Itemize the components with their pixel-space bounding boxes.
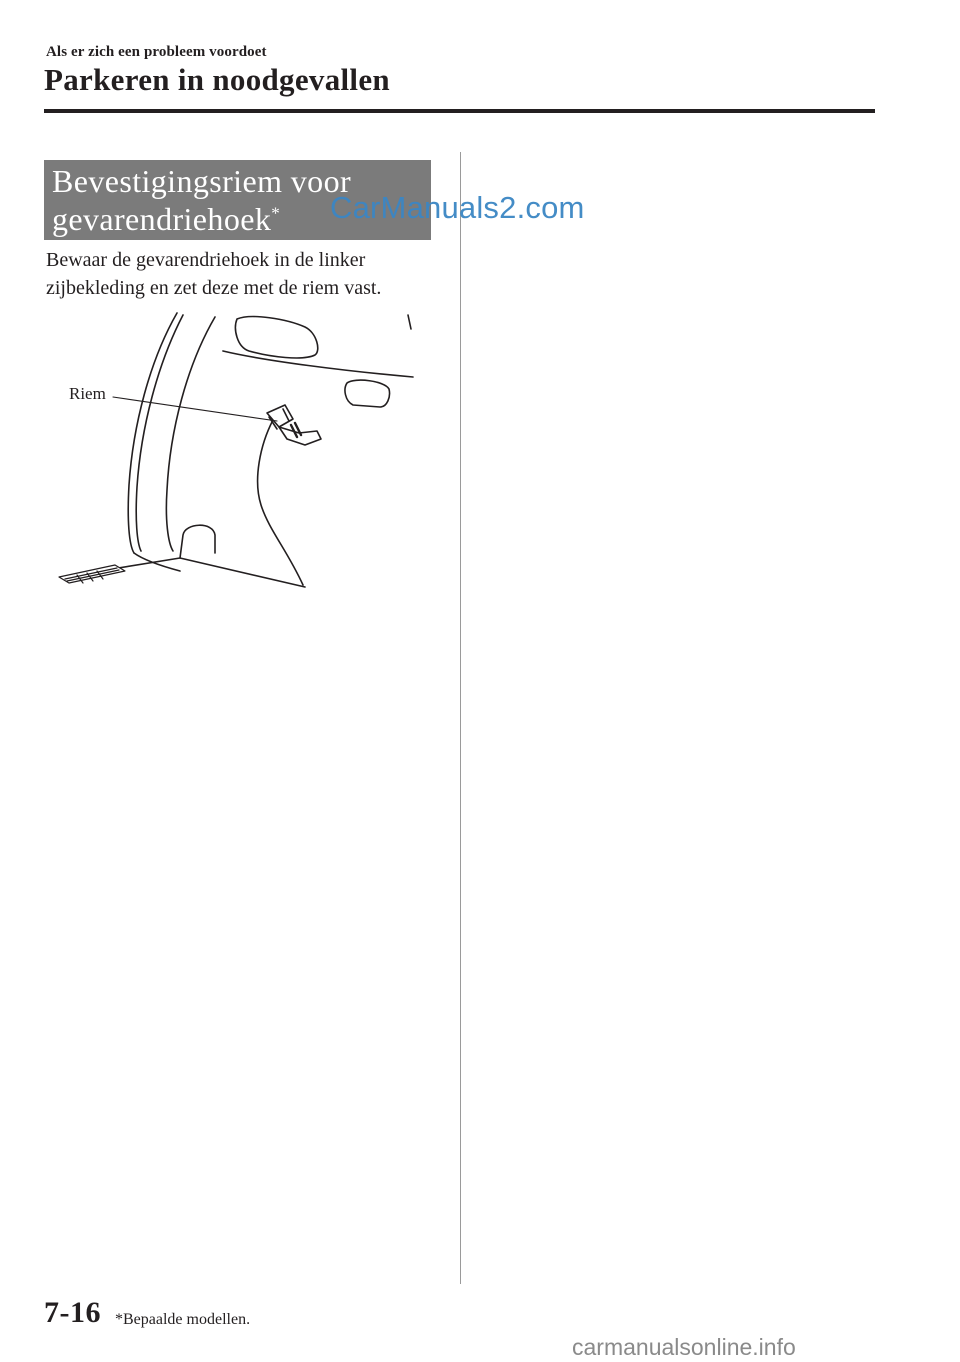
body-line-1: Bewaar de gevarendriehoek in de linker bbox=[46, 249, 366, 271]
footnote: *Bepaalde modellen. bbox=[115, 1311, 251, 1328]
section-heading-line-1: Bevestigingsriem voor bbox=[52, 163, 352, 199]
floor-grille bbox=[59, 565, 125, 583]
column-divider bbox=[460, 152, 461, 1284]
page-title: Parkeren in noodgevallen bbox=[44, 62, 390, 97]
optional-model-marker: * bbox=[271, 203, 281, 223]
trim-panel-bottom bbox=[180, 525, 215, 558]
right-cutout bbox=[345, 380, 390, 407]
body-paragraph bbox=[46, 246, 446, 302]
watermark-carmanuals2: CarManuals2.com bbox=[330, 190, 585, 225]
section-heading-text: gevarendriehoek bbox=[52, 201, 272, 237]
trunk-side-trim-illustration bbox=[55, 305, 425, 590]
body-line-2: zijbekleding en zet deze met de riem vast. bbox=[46, 277, 382, 299]
watermark-carmanualsonline: carmanualsonline.info bbox=[572, 1334, 796, 1360]
upper-vent bbox=[236, 317, 318, 358]
title-rule bbox=[44, 109, 875, 113]
riem-leader-line bbox=[113, 397, 277, 421]
riem-strap-bracket bbox=[267, 405, 321, 445]
horizontal-trim-line bbox=[223, 351, 413, 377]
breadcrumb: Als er zich een probleem voordoet bbox=[46, 44, 267, 60]
page-number: 7-16 bbox=[44, 1296, 101, 1329]
riem-label: Riem bbox=[69, 384, 106, 403]
right-trim-line bbox=[408, 315, 411, 329]
trim-panel-outline bbox=[258, 420, 303, 585]
pillar-third-curve bbox=[166, 317, 215, 551]
